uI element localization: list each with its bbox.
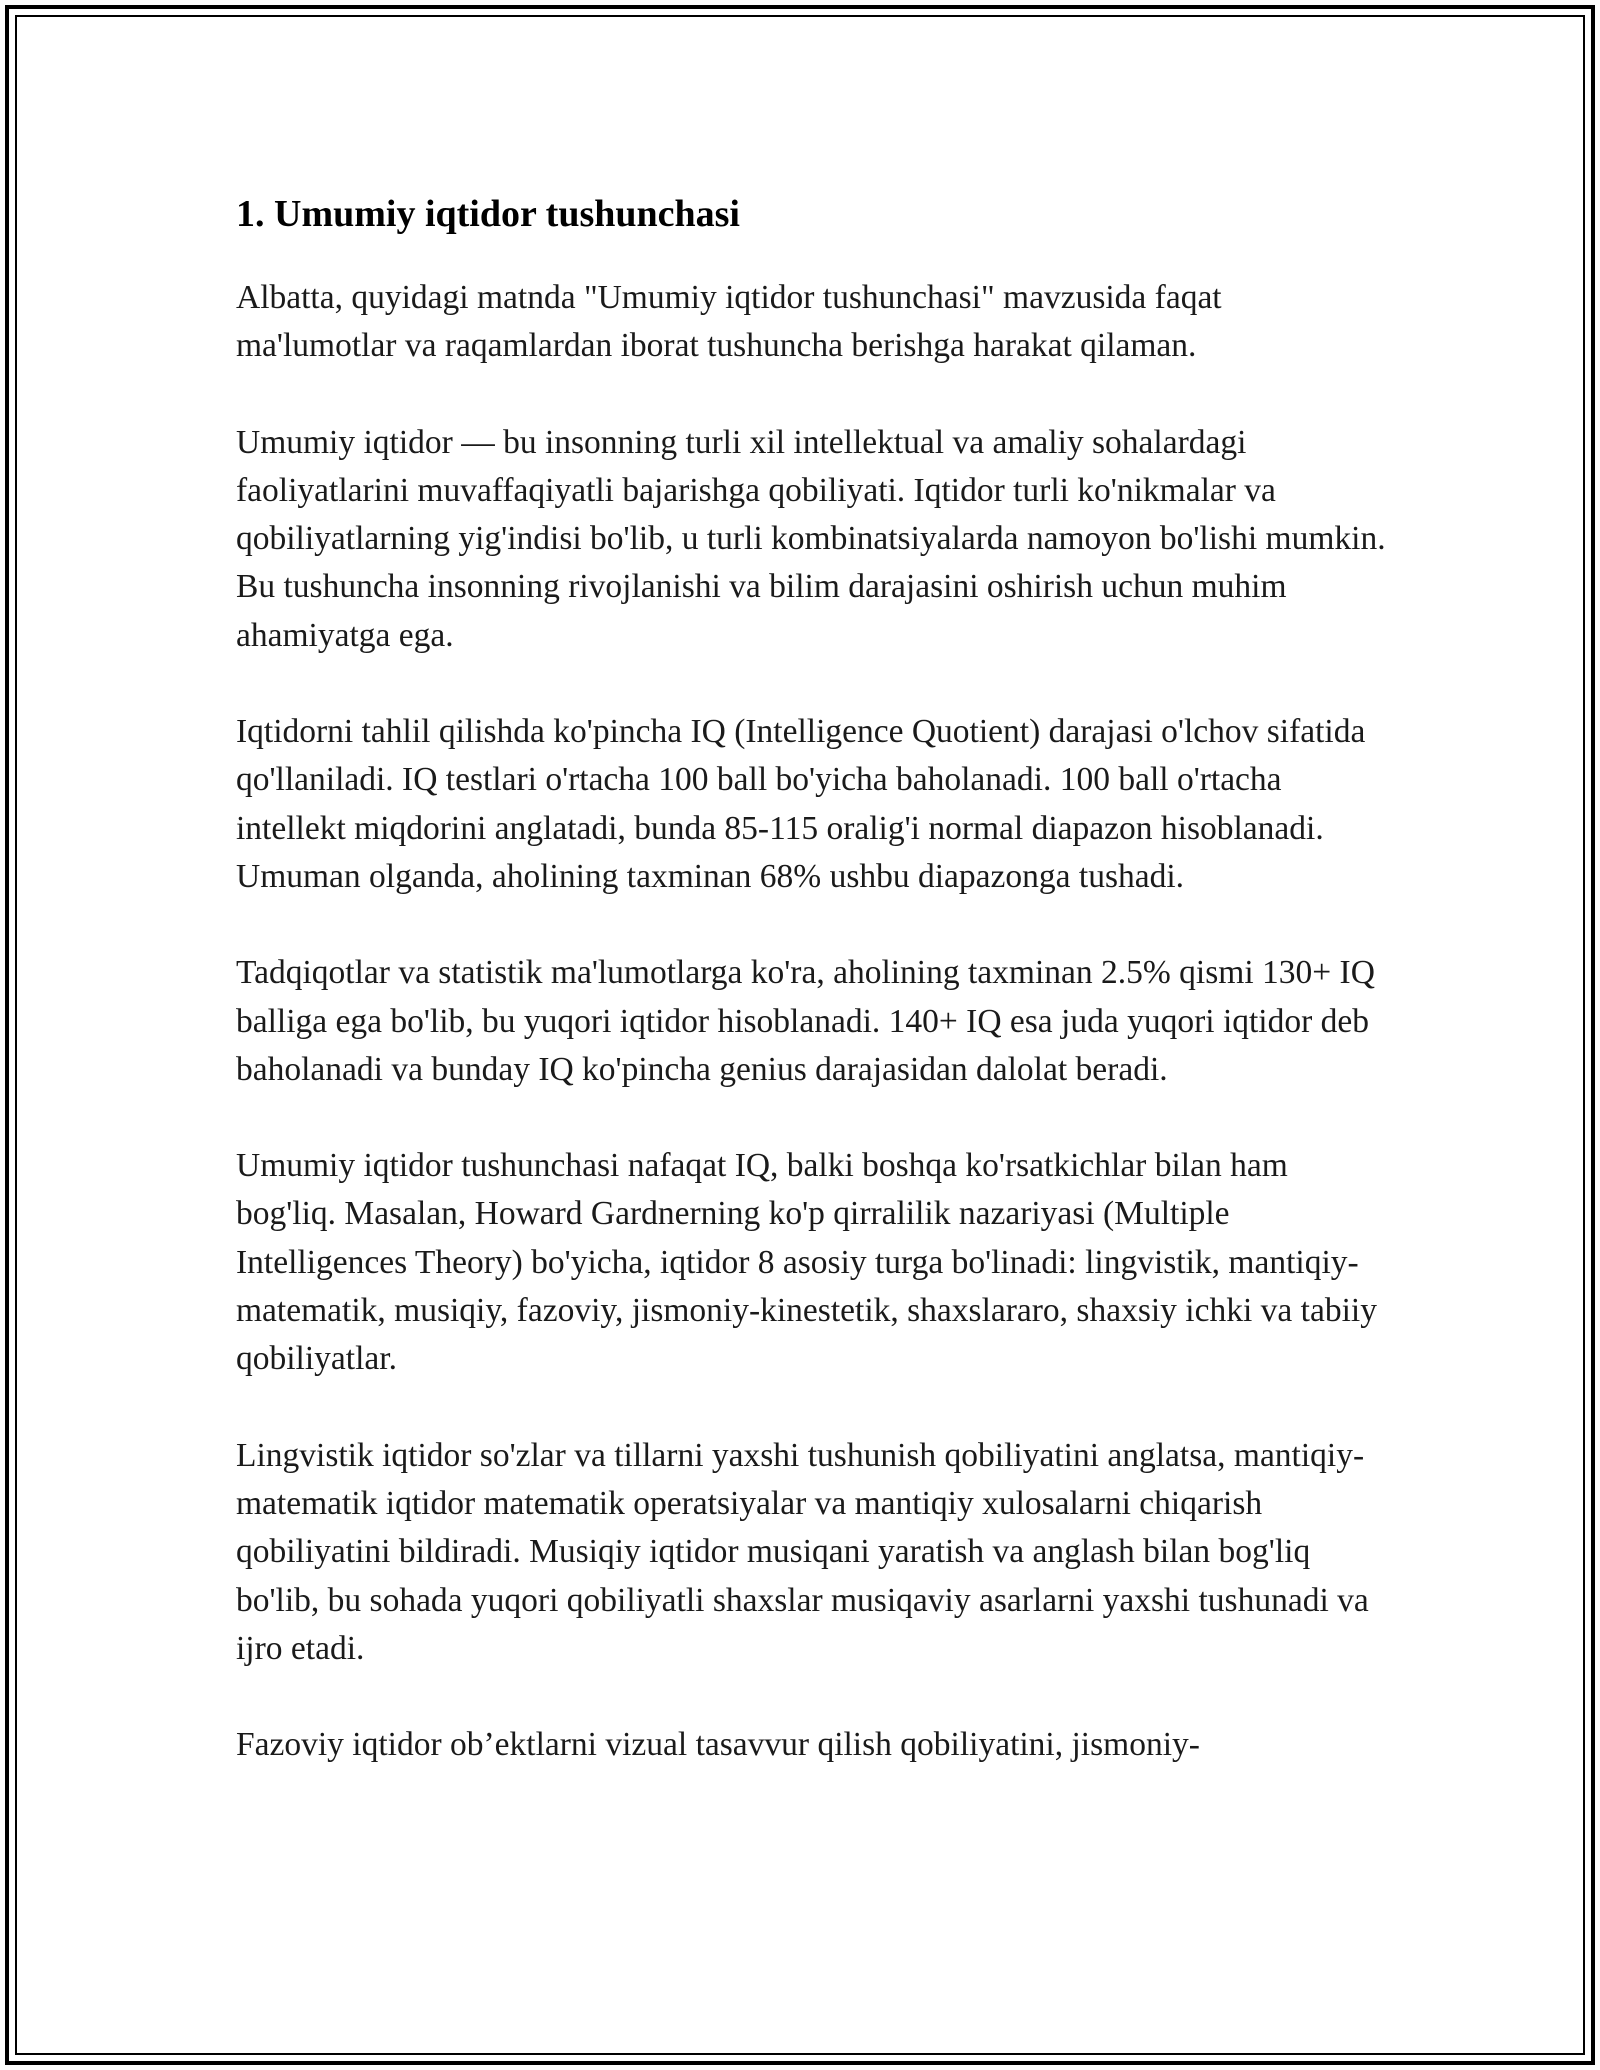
paragraph-statistics: Tadqiqotlar va statistik ma'lumotlarga ko'ra, aholining taxminan 2.5% qismi 130+ IQ balliga ega bo'lib, bu yuqori iqtidor hisoblanadi. 140+ IQ esa juda yuqori iqtidor deb baholanadi va bunday IQ ko'pincha genius darajasidan dalolat beradi.: [236, 954, 1375, 1088]
paragraph-intro: Albatta, quyidagi matnda "Umumiy iqtidor tushunchasi" mavzusida faqat ma'lumotlar va raqamlardan iborat tushuncha berishga harakat qilaman.: [236, 279, 1222, 365]
paragraph-iq-measure: Iqtidorni tahlil qilishda ko'pincha IQ (Intelligence Quotient) darajasi o'lchov sifatida qo'llaniladi. IQ testlari o'rtacha 100 ball bo'yicha baholanadi. 100 ball o'rtacha intellekt miqdorini anglatadi, bunda 85-115 oralig'i normal diapazon hisoblanadi. Umuman olganda, aholining taxminan 68% ushbu diapazonga tushadi.: [236, 713, 1366, 895]
paragraph-gardner-theory: Umumiy iqtidor tushunchasi nafaqat IQ, balki boshqa ko'rsatkichlar bilan ham bog'liq. Masalan, Howard Gardnerning ko'p qirralilik nazariyasi (Multiple Intelligences Theory) bo'yicha, iqtidor 8 asosiy turga bo'linadi: lingvistik, mantiqiy-matematik, musiqiy, fazoviy, jismoniy-kinestetik, shaxslararo, shaxsiy ichki va tabiiy qobiliyatlar.: [236, 1147, 1377, 1378]
paragraph-intelligence-types: Lingvistik iqtidor so'zlar va tillarni yaxshi tushunish qobiliyatini anglatsa, mantiqiy-matematik iqtidor matematik operatsiyalar va mantiqiy xulosalarni chiqarish qobiliyatini bildiradi. Musiqiy iqtidor musiqani yaratish va anglash bilan bog'liq bo'lib, bu sohada yuqori qobiliyatli shaxslar musiqaviy asarlarni yaxshi tushunadi va ijro etadi.: [236, 1436, 1369, 1667]
paragraph-definition: Umumiy iqtidor — bu insonning turli xil intellektual va amaliy sohalardagi faoliyatlarini muvaffaqiyatli bajarishga qobiliyati. Iqtidor turli ko'nikmalar va qobiliyatlarning yig'indisi bo'lib, u turli kombinatsiyalarda namoyon bo'lishi mumkin. Bu tushuncha insonning rivojlanishi va bilim darajasini oshirish uchun muhim ahamiyatga ega.: [236, 423, 1386, 654]
section-heading: 1. Umumiy iqtidor tushunchasi: [236, 193, 740, 235]
document-body: [236, 184, 1386, 1769]
paragraph-spatial: Fazoviy iqtidor ob’ektlarni vizual tasavvur qilish qobiliyatini, jismoniy-: [236, 1726, 1200, 1764]
